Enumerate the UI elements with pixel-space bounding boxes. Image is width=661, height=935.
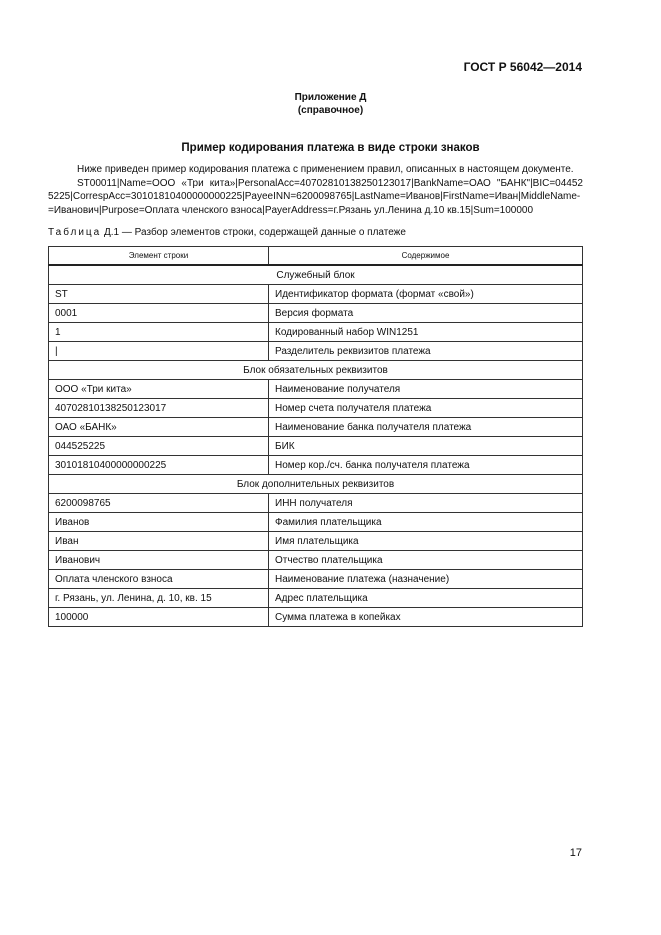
table-cell-element: 40702810138250123017 bbox=[49, 399, 269, 418]
intro-paragraph: Ниже приведен пример кодирования платежа с применением правил, описанных в настоящем документе. bbox=[77, 164, 574, 175]
table-cell-content: Разделитель реквизитов платежа bbox=[269, 342, 583, 361]
table-cell-content: Имя плательщика bbox=[269, 532, 583, 551]
table-row bbox=[49, 380, 583, 399]
column-header-element: Элемент строки bbox=[49, 247, 269, 266]
table-cell-element: 044525225 bbox=[49, 437, 269, 456]
table-caption-number: Д.1 bbox=[104, 227, 120, 238]
table-cell-content: БИК bbox=[269, 437, 583, 456]
table-caption bbox=[48, 227, 406, 238]
table-cell-content: Кодированный набор WIN1251 bbox=[269, 323, 583, 342]
table-cell-element: 0001 bbox=[49, 304, 269, 323]
table-row bbox=[49, 570, 583, 589]
annex-subtitle: (справочное) bbox=[297, 105, 364, 116]
table-cell-content: Адрес плательщика bbox=[269, 589, 583, 608]
table-header-row bbox=[49, 247, 583, 266]
payment-string-line: ST00011|Name=ООО «Три кита»|PersonalAcc=40702810138250123017|BankName=ОАО "БАНК"|BIC=04452 bbox=[77, 177, 583, 189]
page-number: 17 bbox=[569, 847, 582, 859]
table-section-row bbox=[49, 265, 583, 285]
table-row bbox=[49, 304, 583, 323]
table-cell-element: 6200098765 bbox=[49, 494, 269, 513]
table-row bbox=[49, 532, 583, 551]
table-cell-element: | bbox=[49, 342, 269, 361]
section-title: Пример кодирования платежа в виде строки знаков bbox=[181, 142, 480, 154]
table-cell-element: 100000 bbox=[49, 608, 269, 627]
table-section-title: Служебный блок bbox=[49, 265, 583, 285]
table-section-title: Блок обязательных реквизитов bbox=[49, 361, 583, 380]
table-cell-content: Фамилия плательщика bbox=[269, 513, 583, 532]
table-cell-content: Наименование банка получателя платежа bbox=[269, 418, 583, 437]
table-cell-content: ИНН получателя bbox=[269, 494, 583, 513]
table-cell-content: Наименование платежа (назначение) bbox=[269, 570, 583, 589]
table-cell-element: 1 bbox=[49, 323, 269, 342]
table-row bbox=[49, 456, 583, 475]
table-row bbox=[49, 513, 583, 532]
table-cell-content: Номер кор./сч. банка получателя платежа bbox=[269, 456, 583, 475]
table-section-row bbox=[49, 475, 583, 494]
table-cell-content: Наименование получателя bbox=[269, 380, 583, 399]
table-row bbox=[49, 589, 583, 608]
table-caption-text: — Разбор элементов строки, содержащей данные о платеже bbox=[121, 227, 406, 238]
table-row bbox=[49, 323, 583, 342]
table-cell-element: Иван bbox=[49, 532, 269, 551]
table-cell-element: Иванов bbox=[49, 513, 269, 532]
table-cell-element: Оплата членского взноса bbox=[49, 570, 269, 589]
table-cell-element: ОАО «БАНК» bbox=[49, 418, 269, 437]
table-cell-content: Отчество плательщика bbox=[269, 551, 583, 570]
table-cell-element: Иванович bbox=[49, 551, 269, 570]
table-row bbox=[49, 285, 583, 304]
table-row bbox=[49, 608, 583, 627]
annex-title: Приложение Д bbox=[294, 92, 367, 103]
payment-elements-table bbox=[48, 246, 583, 627]
table-section-row bbox=[49, 361, 583, 380]
table-caption-label: Таблица bbox=[48, 227, 102, 238]
table-row bbox=[49, 551, 583, 570]
payment-string-line: =Иванович|Purpose=Оплата членского взноса|PayerAddress=г.Рязань ул.Ленина д.10 кв.15|Sum=100000 bbox=[48, 204, 534, 216]
table-section-title: Блок дополнительных реквизитов bbox=[49, 475, 583, 494]
annex-heading bbox=[0, 91, 661, 117]
table-row bbox=[49, 342, 583, 361]
table-cell-element: ST bbox=[49, 285, 269, 304]
body-text bbox=[48, 163, 583, 217]
table-cell-content: Версия формата bbox=[269, 304, 583, 323]
table-cell-element: г. Рязань, ул. Ленина, д. 10, кв. 15 bbox=[49, 589, 269, 608]
table-cell-content: Номер счета получателя платежа bbox=[269, 399, 583, 418]
table-cell-element: ООО «Три кита» bbox=[49, 380, 269, 399]
payment-string-line: 5225|CorrespAcc=30101810400000000225|PayeeINN=6200098765|LastName=Иванов|FirstName=Иван|MiddleName- bbox=[48, 191, 581, 202]
column-header-content: Содержимое bbox=[269, 247, 583, 266]
table-row bbox=[49, 399, 583, 418]
table-cell-content: Сумма платежа в копейках bbox=[269, 608, 583, 627]
table-cell-element: 30101810400000000225 bbox=[49, 456, 269, 475]
table-row bbox=[49, 494, 583, 513]
standard-code: ГОСТ Р 56042—2014 bbox=[463, 60, 582, 74]
table-row bbox=[49, 437, 583, 456]
table-row bbox=[49, 418, 583, 437]
table-body bbox=[49, 265, 583, 627]
table-cell-content: Идентификатор формата (формат «свой») bbox=[269, 285, 583, 304]
